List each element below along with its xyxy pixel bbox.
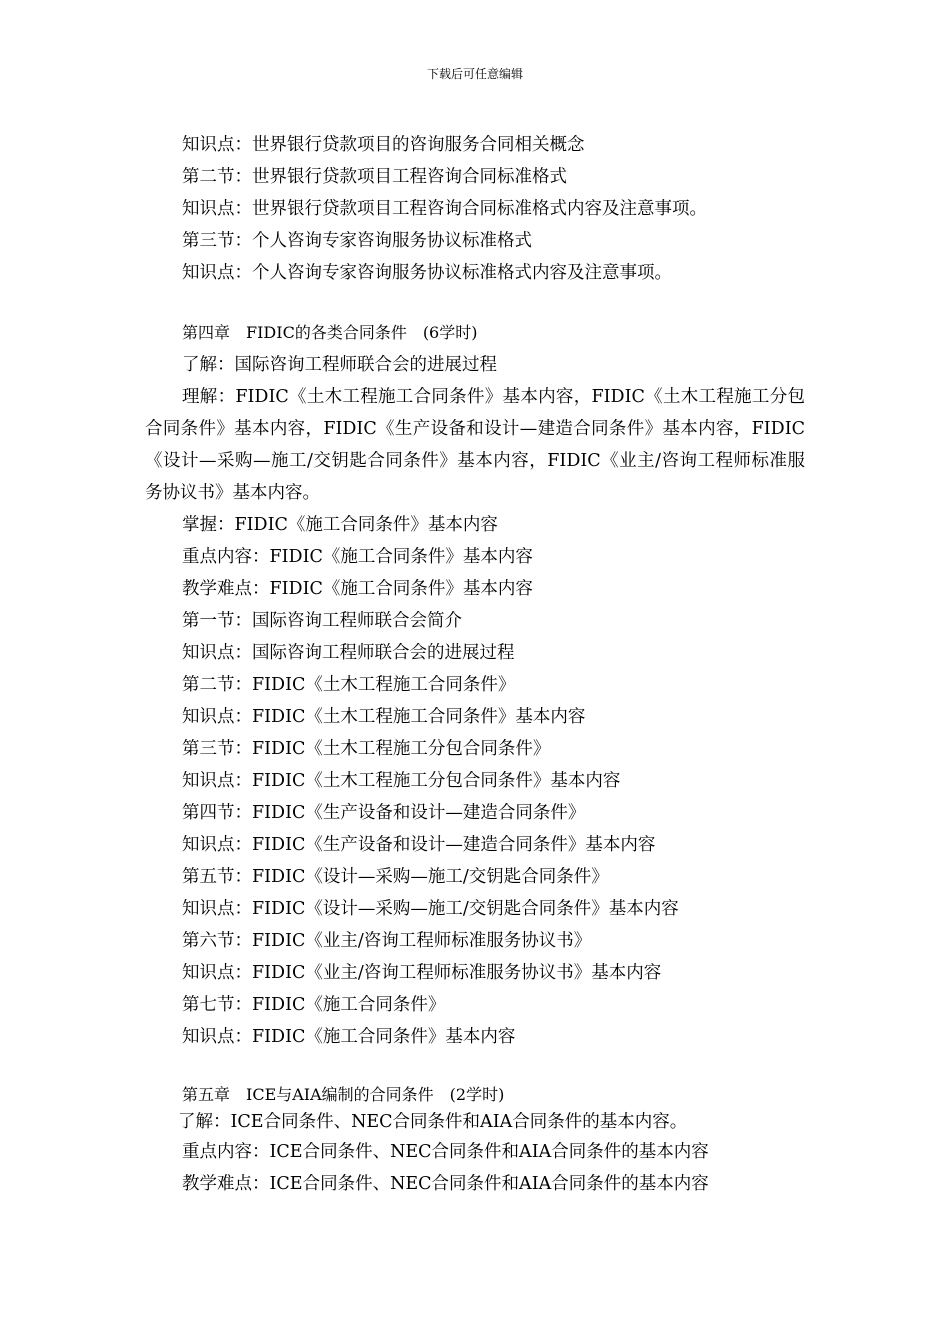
section-heading: 第一节：国际咨询工程师联合会简介 xyxy=(182,611,462,631)
section-heading: 第三节：FIDIC《土木工程施工分包合同条件》 xyxy=(182,739,551,759)
section-heading: 第六节：FIDIC《业主/咨询工程师标准服务协议书》 xyxy=(182,931,592,951)
paragraph: 理解：FIDIC《土木工程施工合同条件》基本内容，FIDIC《土木工程施工分包合同条件》基本内容，FIDIC《生产设备和设计—建造合同条件》基本内容，FIDIC《设计—采购—施工/交钥匙合同条件》基本内容，FIDIC《业主/咨询工程师标准服务协议书》基本内容。 xyxy=(145,387,805,503)
section-heading: 第二节：FIDIC《土木工程施工合同条件》 xyxy=(182,675,516,695)
text-line: 知识点：国际咨询工程师联合会的进展过程 xyxy=(182,643,515,663)
text-line: 知识点：FIDIC《土木工程施工合同条件》基本内容 xyxy=(182,707,586,727)
document-body xyxy=(145,129,805,1200)
chapter-5 xyxy=(145,1081,805,1200)
section-heading: 第七节：FIDIC《施工合同条件》 xyxy=(182,995,446,1015)
chapter-4 xyxy=(145,317,805,1053)
section-heading: 第四节：FIDIC《生产设备和设计—建造合同条件》 xyxy=(182,803,586,823)
section-heading: 第五节：FIDIC《设计—采购—施工/交钥匙合同条件》 xyxy=(182,867,609,887)
text-line: 知识点：个人咨询专家咨询服务协议标准格式内容及注意事项。 xyxy=(182,263,672,283)
chapter-title: 第五章 ICE与AIA编制的合同条件 (2学时) xyxy=(182,1085,505,1104)
chapter-title: 第四章 FIDIC的各类合同条件 (6学时) xyxy=(182,323,478,342)
section-heading: 第三节：个人咨询专家咨询服务协议标准格式 xyxy=(182,231,532,251)
text-line: 知识点：FIDIC《业主/咨询工程师标准服务协议书》基本内容 xyxy=(182,963,662,983)
text-line: 了解：国际咨询工程师联合会的进展过程 xyxy=(182,355,497,375)
text-line: 教学难点：ICE合同条件、NEC合同条件和AIA合同条件的基本内容 xyxy=(182,1174,709,1194)
text-line: 知识点：FIDIC《土木工程施工分包合同条件》基本内容 xyxy=(182,771,621,791)
text-line: 知识点：FIDIC《施工合同条件》基本内容 xyxy=(182,1027,516,1047)
page-header: 下载后可任意编辑 xyxy=(426,67,523,81)
text-line: 知识点：世界银行贷款项目的咨询服务合同相关概念 xyxy=(182,135,585,155)
text-line: 知识点：世界银行贷款项目工程咨询合同标准格式内容及注意事项。 xyxy=(182,199,707,219)
text-line: 重点内容：ICE合同条件、NEC合同条件和AIA合同条件的基本内容 xyxy=(182,1142,709,1162)
text-line: 掌握：FIDIC《施工合同条件》基本内容 xyxy=(182,515,498,535)
text-line: 知识点：FIDIC《生产设备和设计—建造合同条件》基本内容 xyxy=(182,835,656,855)
text-line: 知识点：FIDIC《设计—采购—施工/交钥匙合同条件》基本内容 xyxy=(182,899,679,919)
text-line: 重点内容：FIDIC《施工合同条件》基本内容 xyxy=(182,547,533,567)
section-heading: 第二节：世界银行贷款项目工程咨询合同标准格式 xyxy=(182,167,567,187)
text-line: 了解：ICE合同条件、NEC合同条件和AIA合同条件的基本内容。 xyxy=(178,1112,688,1132)
section-worldbank xyxy=(145,129,805,289)
text-line: 教学难点：FIDIC《施工合同条件》基本内容 xyxy=(182,579,533,599)
